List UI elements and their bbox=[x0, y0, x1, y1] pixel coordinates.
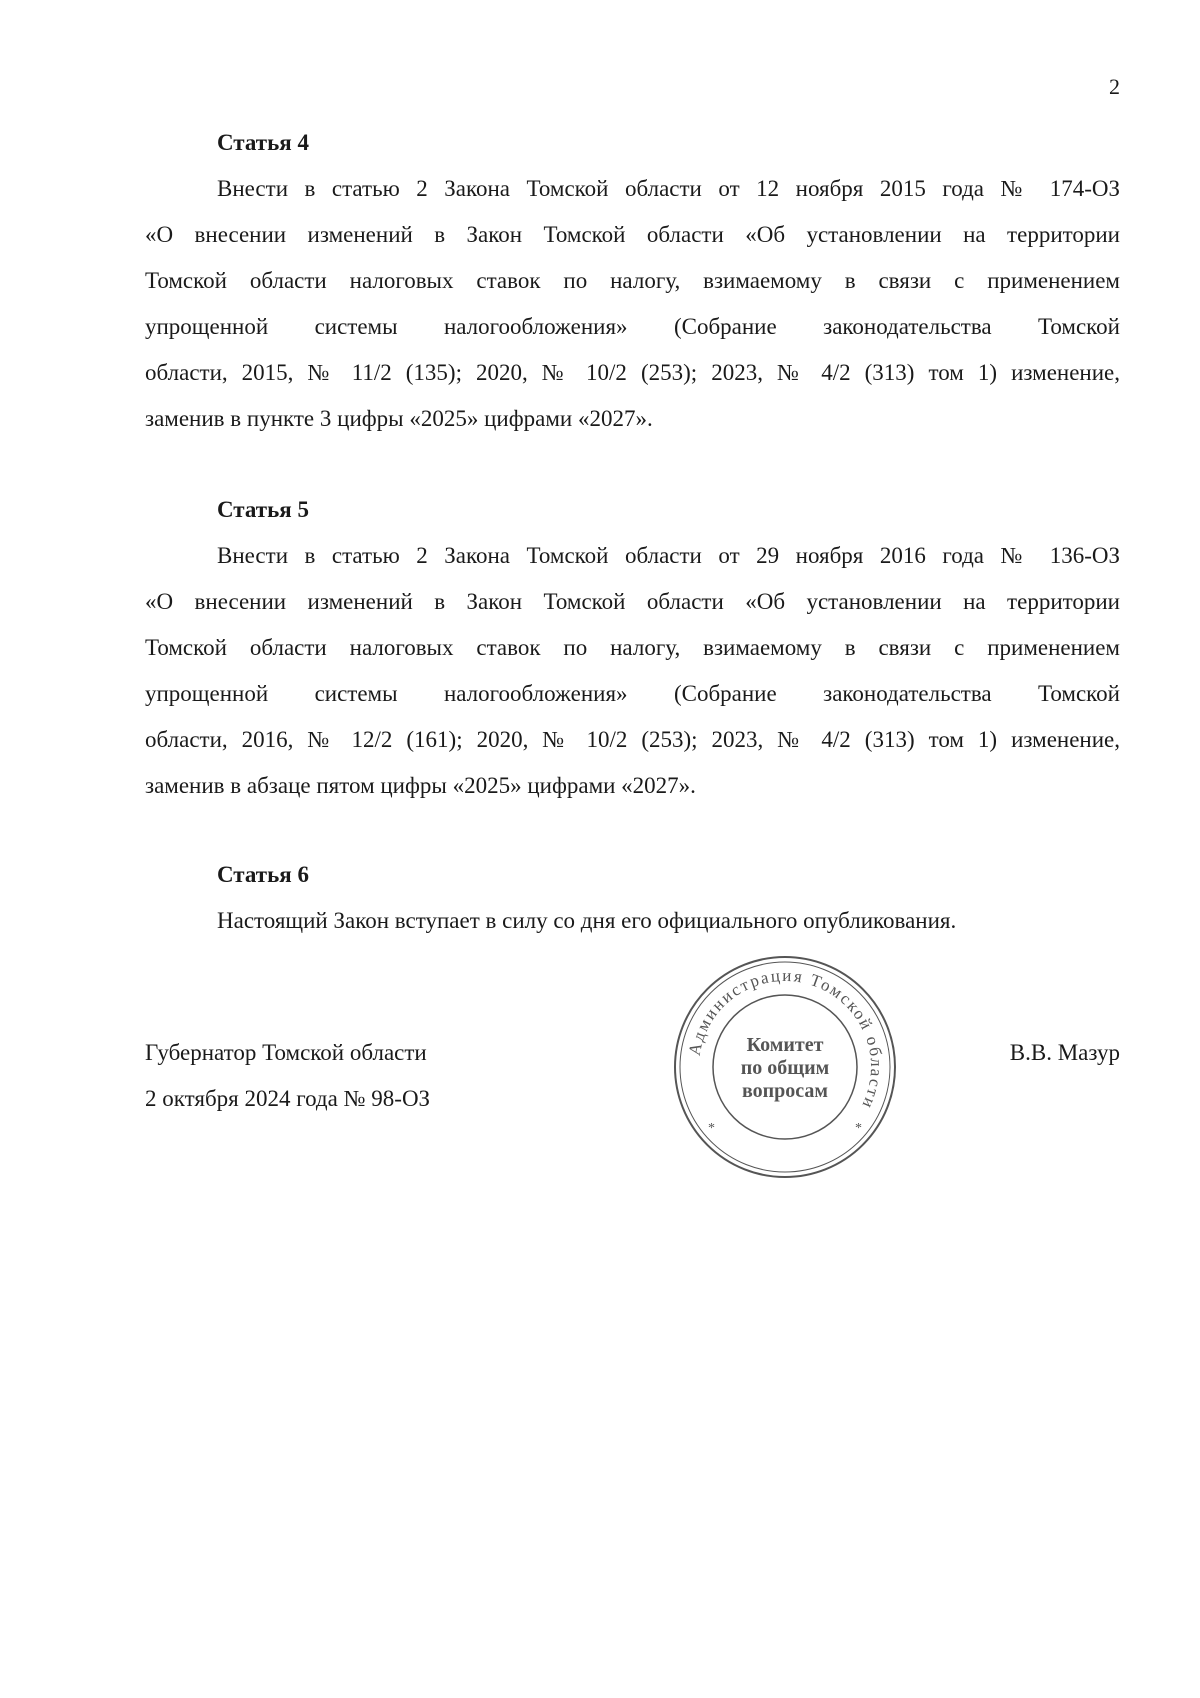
article-5 bbox=[145, 487, 1120, 809]
stamp-center-line: вопросам bbox=[741, 1080, 829, 1102]
article-text-line: области, 2016, № 12/2 (161); 2020, № 10/2 (253); 2023, № 4/2 (313) том 1) изменение, bbox=[145, 727, 1120, 752]
article-title: Статья 4 bbox=[217, 130, 309, 155]
page-number: 2 bbox=[1109, 74, 1120, 99]
article-6 bbox=[145, 852, 1120, 944]
stamp-center-line: по общим bbox=[740, 1057, 830, 1079]
signature-right bbox=[900, 1030, 1120, 1076]
stamp-star-left: * bbox=[708, 1121, 715, 1136]
article-text-line: Настоящий Закон вступает в силу со дня его официального опубликования. bbox=[217, 908, 957, 933]
article-title: Статья 5 bbox=[217, 497, 309, 522]
law-date-number: 2 октября 2024 года № 98-ОЗ bbox=[145, 1086, 431, 1111]
official-stamp bbox=[670, 952, 900, 1182]
article-text-line: области, 2015, № 11/2 (135); 2020, № 10/2 (253); 2023, № 4/2 (313) том 1) изменение, bbox=[145, 360, 1120, 385]
article-text-line: Внести в статью 2 Закона Томской области от 12 ноября 2015 года № 174-ОЗ bbox=[217, 176, 1120, 201]
article-text-line: заменив в абзаце пятом цифры «2025» цифрами «2027». bbox=[145, 773, 696, 798]
article-text-line: «О внесении изменений в Закон Томской области «Об установлении на территории bbox=[145, 589, 1120, 614]
stamp-ring-text: Администрация Томской области bbox=[684, 965, 887, 1113]
article-text-line: Томской области налоговых ставок по налогу, взимаемому в связи с применением bbox=[145, 635, 1120, 660]
article-text-line: упрощенной системы налогообложения» (Собрание законодательства Томской bbox=[145, 314, 1120, 339]
signatory-position: Губернатор Томской области bbox=[145, 1040, 427, 1065]
stamp-star-right: * bbox=[855, 1121, 862, 1136]
article-text-line: «О внесении изменений в Закон Томской области «Об установлении на территории bbox=[145, 222, 1120, 247]
signatory-name: В.В. Мазур bbox=[1009, 1040, 1120, 1065]
signature-left bbox=[145, 1030, 430, 1122]
stamp-center-line: Комитет bbox=[746, 1034, 824, 1056]
article-text-line: заменив в пункте 3 цифры «2025» цифрами «2027». bbox=[145, 406, 653, 431]
article-text-line: Внести в статью 2 Закона Томской области от 29 ноября 2016 года № 136-ОЗ bbox=[217, 543, 1120, 568]
article-title: Статья 6 bbox=[217, 862, 309, 887]
article-4 bbox=[145, 120, 1120, 442]
article-text-line: Томской области налоговых ставок по налогу, взимаемому в связи с применением bbox=[145, 268, 1120, 293]
article-text-line: упрощенной системы налогообложения» (Собрание законодательства Томской bbox=[145, 681, 1120, 706]
